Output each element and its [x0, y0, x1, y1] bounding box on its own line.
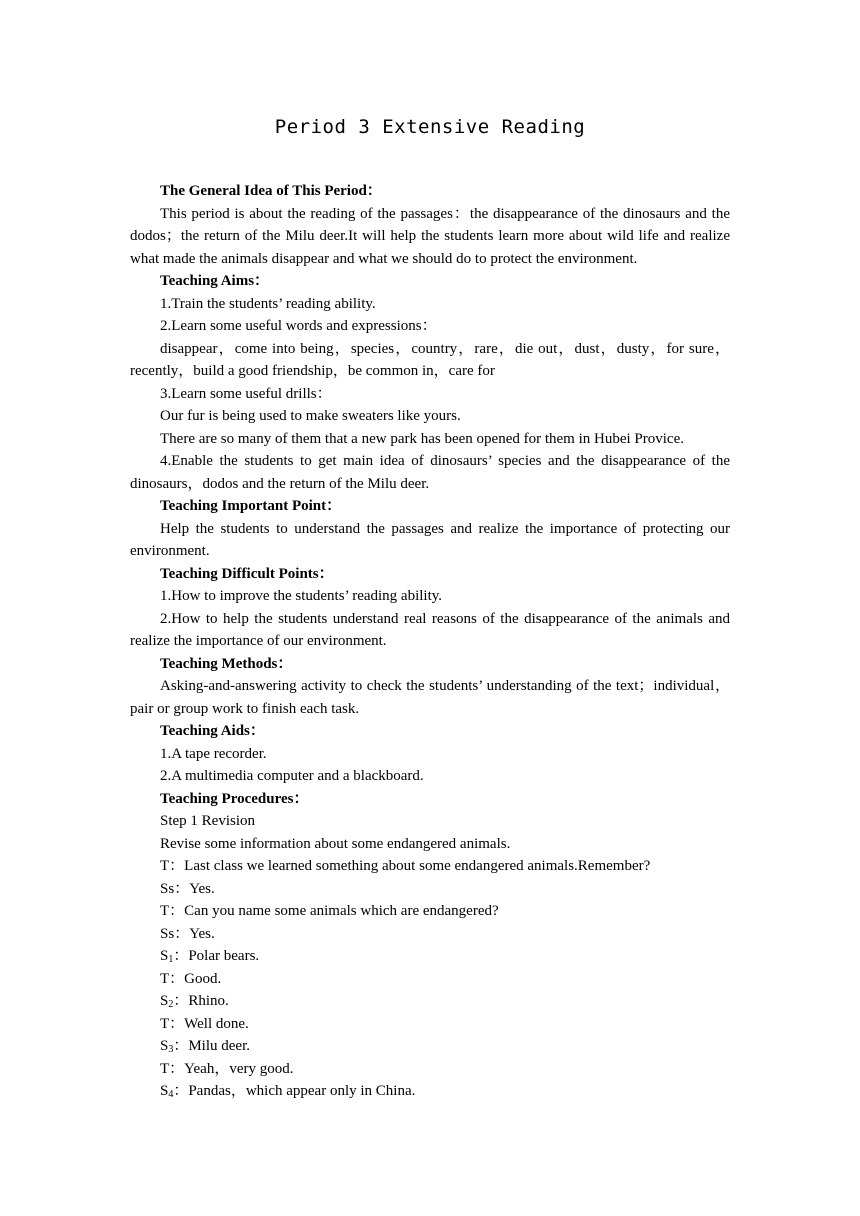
speaker-number: 2	[168, 999, 174, 1010]
line-text: ：Yes.	[174, 880, 215, 897]
dialogue-line	[130, 900, 730, 923]
aims-words: disappear，come into being，species，country，rare，die out，dust，dusty，for sure，recently，build a good friendship，be common in，care for	[130, 340, 730, 379]
line-text: ：Pandas，which appear only in China.	[173, 1083, 416, 1099]
general-idea-text: This period is about the reading of the passages：the disappearance of the dinosaurs and the dodos；the return of the Milu deer.It will help the students learn more about wild life and realize what made the animals disappear and what we should do to protect the environment.	[130, 205, 730, 267]
line-text: ：Well done.	[169, 1015, 249, 1032]
speaker: S	[160, 993, 169, 1009]
speaker: T	[160, 903, 170, 919]
document-page	[130, 112, 730, 1103]
line-text: ：Last class we learned something about some endangered animals.Remember?	[169, 858, 651, 874]
dialogue-line	[130, 855, 730, 878]
page-title: Period 3 Extensive Reading	[274, 116, 586, 138]
line-text: ：Can you name some animals which are endangered?	[169, 903, 499, 919]
aims-item-2: 2.Learn some useful words and expressions：	[160, 318, 437, 334]
dialogue-line	[130, 1035, 730, 1058]
speaker: T	[160, 858, 170, 874]
dialogue-line	[130, 945, 730, 968]
difficult-item-2: 2.How to help the students understand real reasons of the disappearance of the animals and realize the importance of our environment.	[130, 610, 730, 649]
difficult-points-heading: Teaching Difficult Points：	[160, 565, 334, 582]
line-text: ：Good.	[169, 970, 222, 987]
procedures-heading: Teaching Procedures：	[160, 790, 309, 807]
speaker: T	[160, 970, 170, 987]
dialogue-line	[130, 878, 730, 901]
speaker: S	[160, 948, 169, 964]
important-point-heading: Teaching Important Point：	[160, 498, 342, 514]
speaker-number: 1	[168, 954, 174, 965]
speaker: Ss	[160, 925, 175, 942]
aids-item-1: 1.A tape recorder.	[160, 745, 267, 762]
dialogue-line	[130, 1013, 730, 1036]
dialogue-line	[130, 1080, 730, 1103]
speaker-number: 3	[168, 1044, 174, 1055]
speaker-number: 4	[168, 1089, 174, 1100]
aims-drill-1: Our fur is being used to make sweaters like yours.	[160, 408, 461, 424]
aims-item-3: 3.Learn some useful drills：	[160, 385, 332, 402]
dialogue-line	[130, 923, 730, 946]
line-text: ：Yeah，very good.	[169, 1060, 294, 1077]
speaker: S	[160, 1083, 169, 1099]
aims-drill-2: There are so many of them that a new park has been opened for them in Hubei Provice.	[160, 430, 684, 447]
speaker: T	[160, 1015, 170, 1032]
speaker: S	[160, 1038, 169, 1054]
general-idea-heading: The General Idea of This Period：	[160, 183, 382, 199]
aids-heading: Teaching Aids：	[160, 723, 265, 739]
methods-text: Asking-and-answering activity to check the students’ understanding of the text；individual，pair or group work to finish each task.	[130, 678, 730, 717]
difficult-item-1: 1.How to improve the students’ reading ability.	[160, 588, 443, 604]
dialogue-line	[130, 968, 730, 991]
procedures-step: Step 1 Revision	[160, 813, 256, 829]
important-point-text: Help the students to understand the passages and realize the importance of protecting our environment.	[130, 520, 730, 559]
line-text: ：Polar bears.	[173, 948, 260, 964]
speaker: T	[160, 1060, 170, 1077]
teaching-aims-heading: Teaching Aims：	[160, 273, 270, 289]
dialogue-line	[130, 1058, 730, 1081]
dialogue	[130, 855, 730, 1103]
line-text: ：Yes.	[174, 925, 215, 942]
methods-heading: Teaching Methods：	[160, 655, 293, 672]
procedures-intro: Revise some information about some endangered animals.	[160, 835, 511, 852]
line-text: ：Milu deer.	[173, 1038, 250, 1054]
aids-item-2: 2.A multimedia computer and a blackboard.	[160, 768, 424, 784]
speaker: Ss	[160, 880, 175, 897]
aims-item-4: 4.Enable the students to get main idea of dinosaurs’ species and the disappearance of the dinosaurs，dodos and the return of the Milu deer.	[130, 453, 730, 492]
dialogue-line	[130, 990, 730, 1013]
line-text: ：Rhino.	[173, 993, 229, 1009]
aims-item-1: 1.Train the students’ reading ability.	[160, 295, 376, 312]
